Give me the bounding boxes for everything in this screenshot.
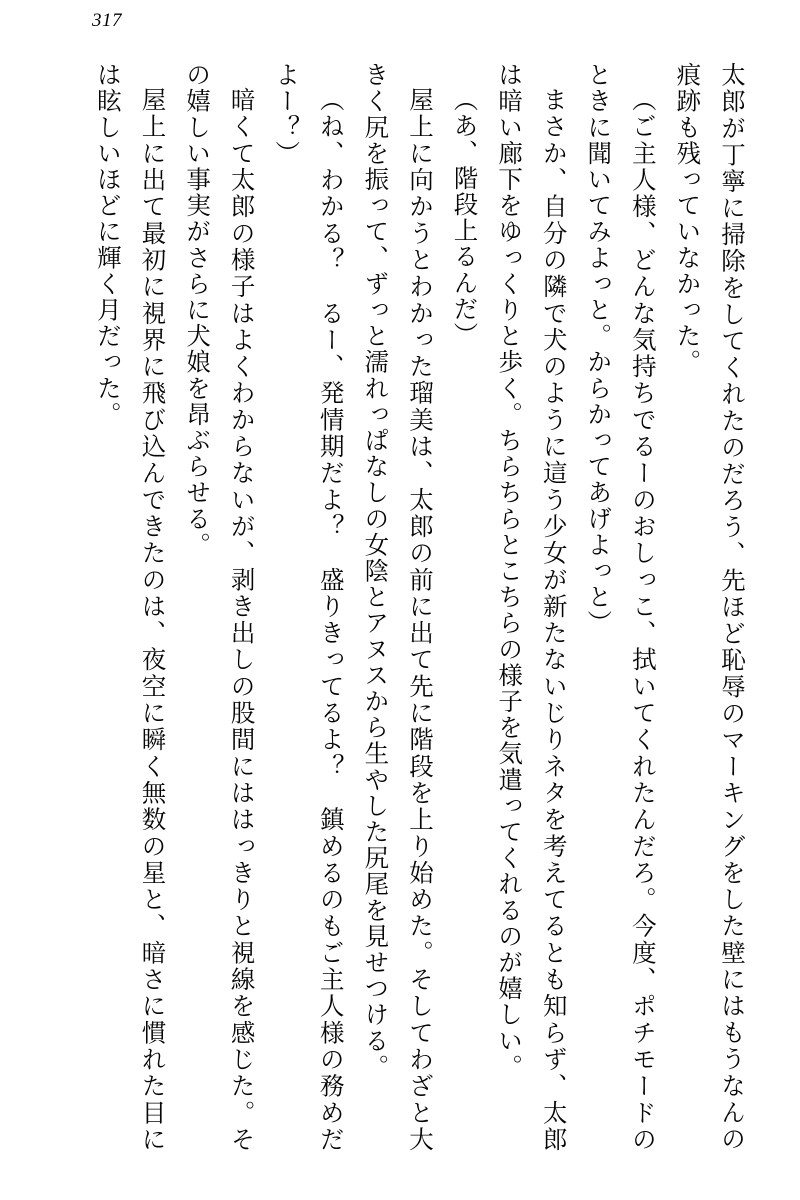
paragraph: （ご主人様、どんな気持ちでるーのおしっこ、拭いてくれたんだろ。今度、ポチモードのときに聞いてみよっと。からかってあげよっと） <box>584 62 658 1152</box>
paragraph: まさか、自分の隣で犬のように這う少女が新たないじりネタを考えてるとも知らず、太郎は暗い廊下をゆっくりと歩く。ちらちらとこちらの様子を気遣ってくれるのが嬉しい。 <box>495 62 569 1152</box>
paragraph: 屋上に向かうとわかった瑠美は、太郎の前に出て先に階段を上り始めた。そしてわざと大きく尻を振って、ずっと濡れっぱなしの女陰とアヌスから生やした尻尾を見せつける。 <box>361 62 435 1152</box>
paragraph: （ね、わかる？ るー、発情期だよ？ 盛りきってるよ？ 鎮めるのもご主人様の務めだよー？） <box>272 62 346 1152</box>
page-number: 317 <box>92 10 122 31</box>
body-text-block <box>48 62 754 1152</box>
paragraph: 太郎が丁寧に掃除をしてくれたのだろう、先ほど恥辱のマーキングをした壁にはもうなんの痕跡も残っていなかった。 <box>673 62 747 1152</box>
paragraph: 屋上に出て最初に視界に飛び込んできたのは、夜空に瞬く無数の星と、暗さに慣れた目には眩しいほどに輝く月だった。 <box>93 62 168 1152</box>
paragraph: 暗くて太郎の様子はよくわからないが、剥き出しの股間にははっきりと視線を感じた。その嬉しい事実がさらに犬娘を昂ぶらせる。 <box>183 62 257 1152</box>
paragraph: （あ、階段上るんだ） <box>450 86 480 348</box>
